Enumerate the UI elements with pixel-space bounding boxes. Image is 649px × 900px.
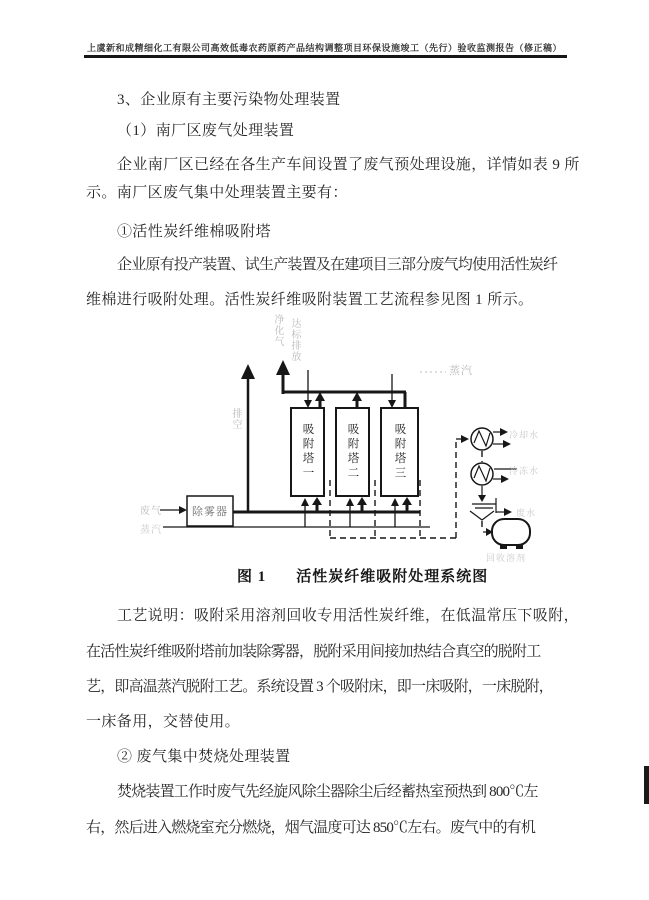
- body-line-1: 3、企业原有主要污染物处理装置: [117, 92, 341, 108]
- waste-gas-in-label: 废气: [140, 506, 162, 517]
- body-line-7: 维棉进行吸附处理。活性炭纤维吸附装置工艺流程参见图 1 所示。: [86, 292, 534, 308]
- adsorption-tower-1-label: 吸附塔一: [301, 423, 314, 481]
- diagram-linework: [0, 310, 649, 565]
- body-line-8: 工艺说明：吸附采用溶剂回收专用活性炭纤维，在低温常压下吸附，: [117, 608, 580, 624]
- wastewater-label: 废水: [516, 508, 537, 518]
- adsorption-tower-2-label: 吸附塔二: [346, 423, 359, 481]
- stack-note-col1: 净化气: [272, 314, 283, 347]
- steam-top-label: 蒸汽: [449, 365, 473, 377]
- body-line-4: 示。南厂区废气集中处理装置主要有：: [86, 185, 348, 201]
- demister-box-label: 除雾器: [192, 506, 228, 518]
- condenser-1: [471, 428, 511, 450]
- body-line-12: ② 废气集中焚烧处理装置: [117, 749, 291, 765]
- separator: [470, 498, 512, 536]
- figure-caption: [237, 565, 488, 586]
- body-line-2: （1）南厂区废气处理装置: [117, 123, 295, 139]
- body-line-6: 企业原有投产装置、试生产装置及在建项目三部分废气均使用活性炭纤: [117, 257, 558, 273]
- condenser-1-label: 冷却水: [509, 430, 540, 440]
- header-rule: [84, 55, 567, 58]
- scan-edge-artifact: [644, 766, 649, 804]
- condenser-2-label: 冷冻水: [509, 466, 540, 476]
- body-line-13: 焚烧装置工作时废气先经旋风除尘器除尘后经蓄热室预热到 800℃左: [117, 784, 538, 800]
- recovered-solvent-label: 回收溶剂: [486, 553, 527, 563]
- body-line-5: ①活性炭纤维棉吸附塔: [117, 224, 272, 240]
- body-line-9: 在活性炭纤维吸附塔前加装除雾器，脱附采用间接加热结合真空的脱附工: [86, 644, 541, 660]
- steam-in-label: 蒸汽: [140, 525, 162, 536]
- figure-caption-label: 图 1: [237, 569, 267, 585]
- body-line-11: 一床备用，交替使用。: [86, 714, 241, 730]
- page-header-title: 上虞新和成精细化工有限公司高效低毒农药原药产品结构调整项目环保设施竣工（先行）验收监测报告（修正稿）: [86, 43, 562, 53]
- recovery-tank: [492, 519, 530, 549]
- vent-label: 排空: [230, 408, 241, 430]
- figure-caption-title: 活性炭纤维吸附处理系统图: [296, 569, 489, 585]
- process-flow-diagram: [0, 310, 649, 565]
- body-line-3: 企业南厂区已经在各生产车间设置了废气预处理设施，详情如表 9 所: [117, 157, 580, 173]
- adsorption-tower-3-label: 吸附塔三: [393, 423, 406, 481]
- stack-note-col2: 达标排放: [289, 318, 300, 362]
- body-line-14: 右，然后进入燃烧室充分燃烧，烟气温度可达 850℃左右。废气中的有机: [86, 820, 536, 836]
- body-line-10: 艺，即高温蒸汽脱附工艺。系统设置 3 个吸附床，即一床吸附，一床脱附，: [86, 679, 554, 695]
